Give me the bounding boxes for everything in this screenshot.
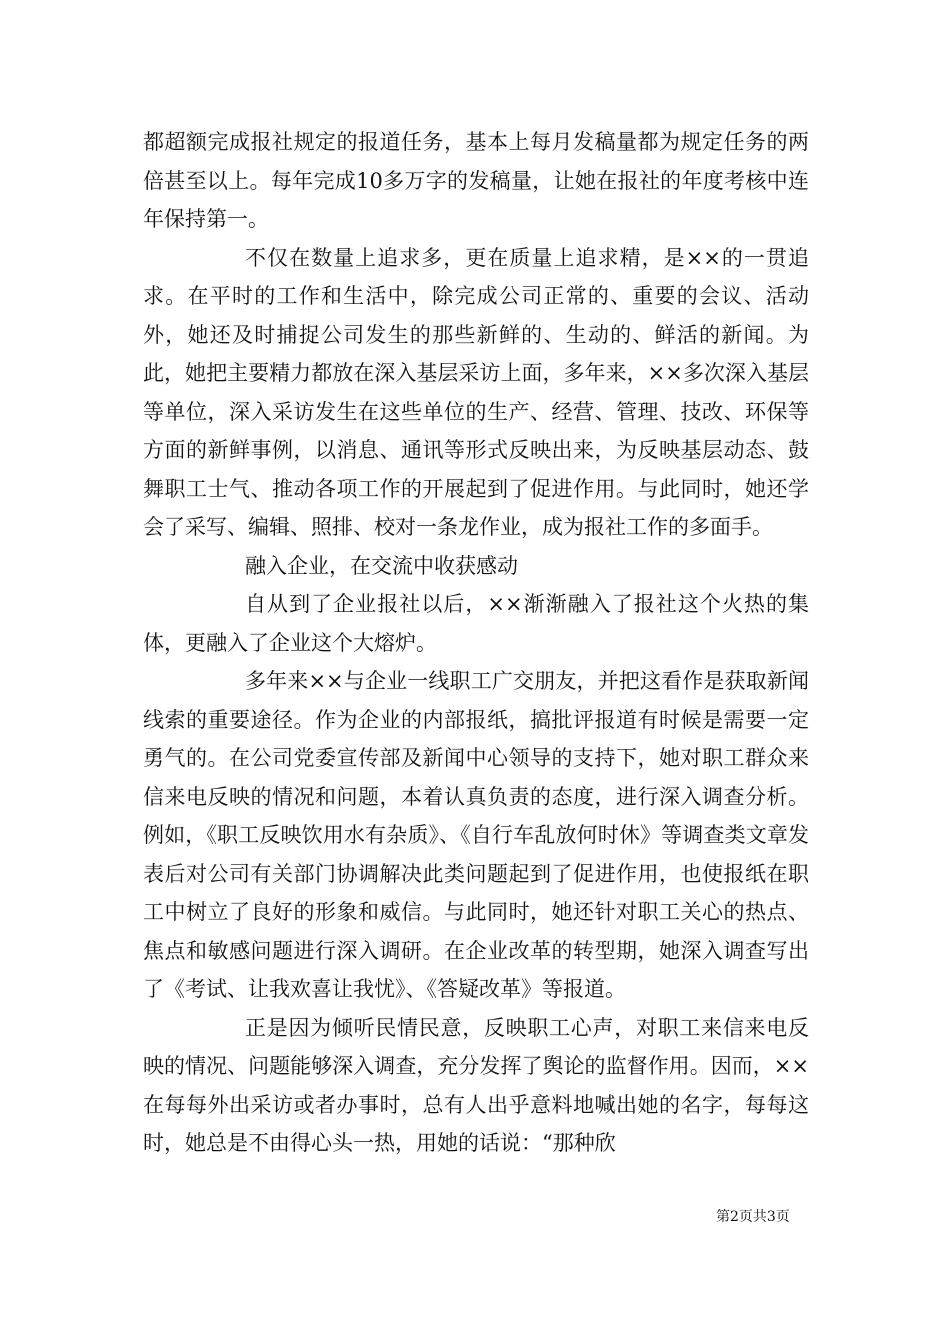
paragraph-2: 不仅在数量上追求多，更在质量上追求精，是××的一贯追求。在平时的工作和生活中，除完成公司正常的、重要的会议、活动外，她还及时捕捉公司发生的那些新鲜的、生动的、鲜活的新闻。为此，她把主要精力都放在深入基层采访上面，多年来，××多次深入基层等单位，深入采访发生在这些单位的生产、经营、管理、技改、环保等方面的新鲜事例，以消息、通讯等形式反映出来，为反映基层动态、鼓舞职工士气、推动各项工作的开展起到了促进作用。与此同时，她还学会了采写、编辑、照排、校对一条龙作业，成为报社工作的多面手。 bbox=[143, 245, 809, 539]
section-heading: 融入企业，在交流中收获感动 bbox=[245, 553, 518, 578]
page-number-footer: 第2页共3页 bbox=[716, 1209, 790, 1225]
paragraph-3: 自从到了企业报社以后，××渐渐融入了报社这个火热的集体，更融入了企业这个大熔炉。 bbox=[143, 592, 809, 655]
paragraph-4: 多年来××与企业一线职工广交朋友，并把这看作是获取新闻线索的重要途径。作为企业的内部报纸，搞批评报道有时候是需要一定勇气的。在公司党委宣传部及新闻中心领导的支持下，她对职工群众来信来电反映的情况和问题，本着认真负责的态度，进行深入调查分析。例如，《职工反映饮用水有杂质》、《自行车乱放何时休》等调查类文章发表后对公司有关部门协调解决此类问题起到了促进作用，也使报纸在职工中树立了良好的形象和威信。与此同时，她还针对职工关心的热点、焦点和敏感问题进行深入调研。在企业改革的转型期，她深入调查写出了《考试、让我欢喜让我忧》、《答疑改革》等报道。 bbox=[143, 669, 809, 1001]
paragraph-1: 都超额完成报社规定的报道任务，基本上每月发稿量都为规定任务的两倍甚至以上。每年完成10多万字的发稿量，让她在报社的年度考核中连年保持第一。 bbox=[143, 130, 809, 231]
paragraph-5: 正是因为倾听民情民意，反映职工心声，对职工来信来电反映的情况、问题能够深入调查，充分发挥了舆论的监督作用。因而，××在每每外出采访或者办事时，总有人出乎意料地喊出她的名字，每每这时，她总是不由得心头一热，用她的话说：“那种欣 bbox=[143, 1015, 809, 1155]
document-body bbox=[143, 123, 809, 1163]
